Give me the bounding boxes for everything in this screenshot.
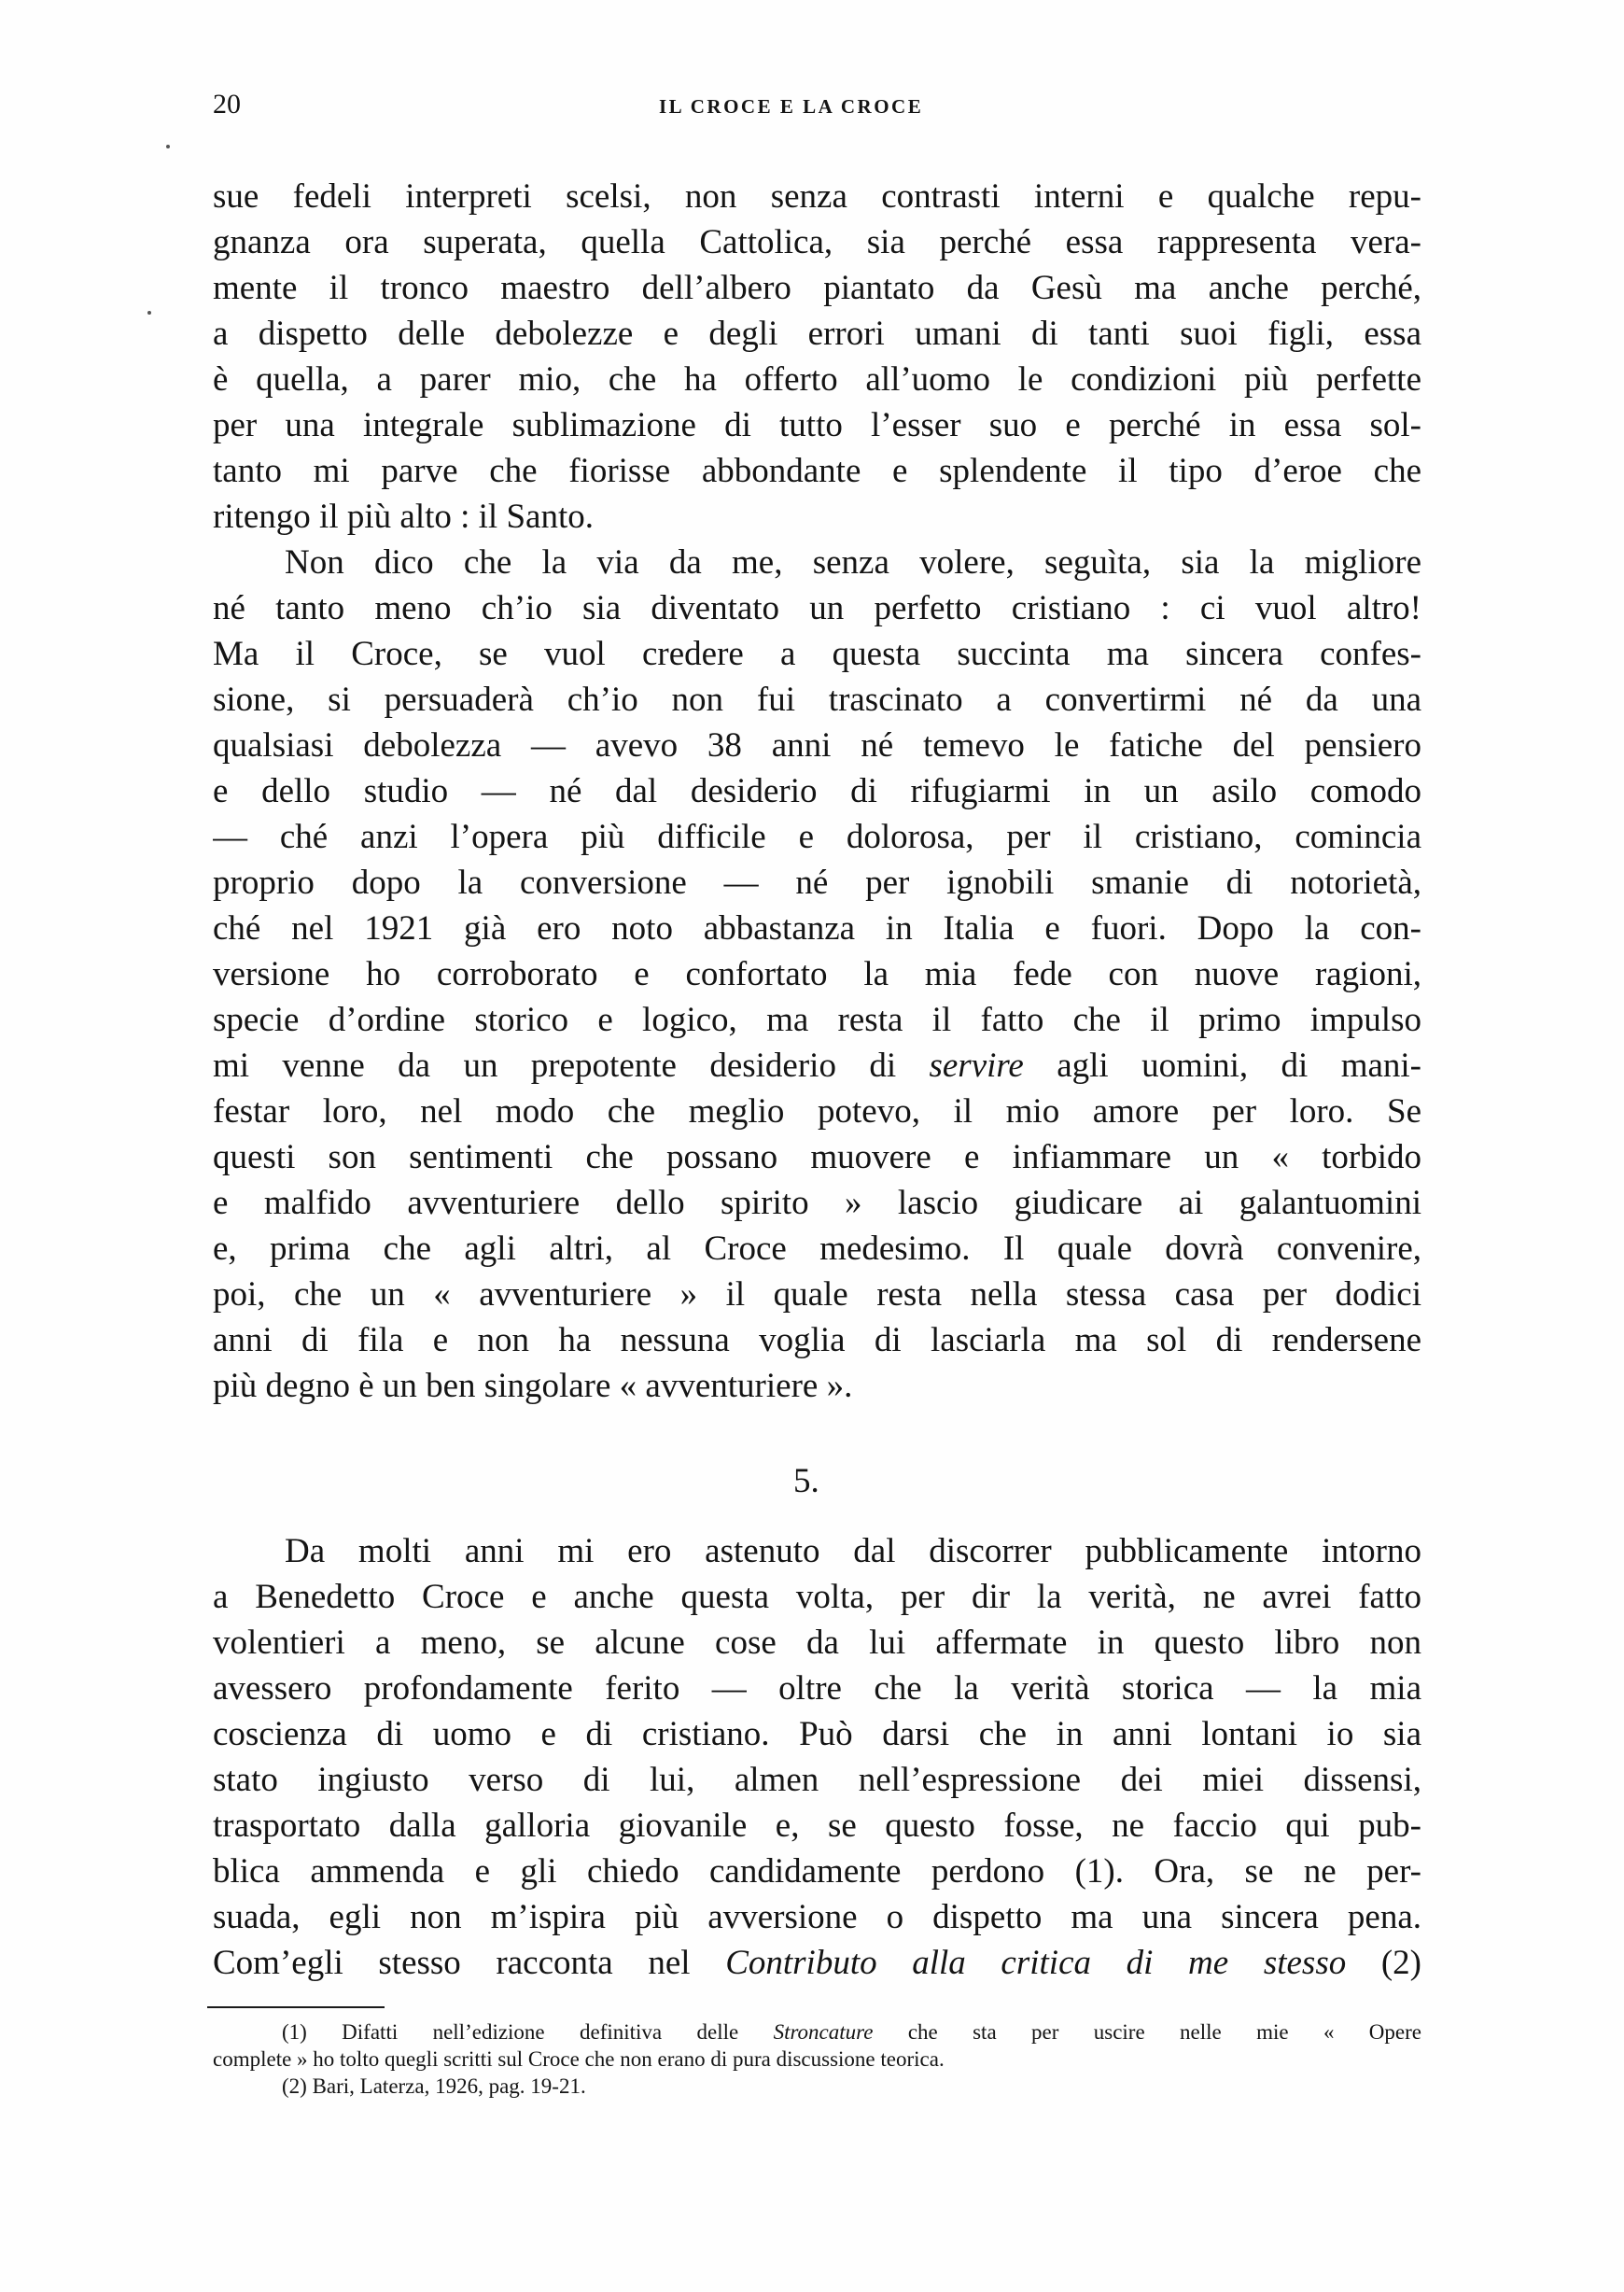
text-line: anni di fila e non ha nessuna voglia di lasciarla ma sol di rendersene (213, 1321, 1421, 1359)
paragraph-last-line: più degno è un ben singolare « avventuriere ». (213, 1367, 853, 1405)
text-line: poi, che un « avventuriere » il quale resta nella stessa casa per dodici (213, 1275, 1421, 1314)
footnote-reference: (2) (1346, 1944, 1421, 1982)
text-line: specie d’ordine storico e logico, ma resta il fatto che il primo impulso (213, 1001, 1421, 1039)
print-speck (166, 145, 170, 148)
text-line: e dello studio — né dal desiderio di rifugiarmi in un asilo comodo (213, 772, 1421, 810)
text-line: né tanto meno ch’io sia diventato un perfetto cristiano : ci vuol altro! (213, 589, 1421, 627)
paragraph-last-line: ritengo il più alto : il Santo. (213, 498, 594, 536)
text-line: mente il tronco maestro dell’albero piantato da Gesù ma anche perché, (213, 269, 1421, 307)
text-line: proprio dopo la conversione — né per ignobili smanie di notorietà, (213, 864, 1421, 902)
text-line: sione, si persuaderà ch’io non fui trascinato a convertirmi né da una (213, 681, 1421, 719)
italic-emphasis: servire (929, 1047, 1024, 1085)
paragraph-first-line: Non dico che la via da me, senza volere, seguìta, sia la migliore (285, 543, 1421, 582)
text-run: mi venne da un prepotente desiderio di (213, 1047, 930, 1085)
text-line: blica ammenda e gli chiedo candidamente perdono (1). Ora, se ne per- (213, 1852, 1421, 1891)
footnote-1-continuation: complete » ho tolto quegli scritti sul Croce che non erano di pura discussione teorica. (213, 2047, 945, 2071)
text-line: festar loro, nel modo che meglio potevo, il mio amore per loro. Se (213, 1092, 1421, 1131)
text-line: a dispetto delle debolezze e degli errori umani di tanti suoi figli, essa (213, 315, 1421, 353)
text-line: ché nel 1921 già ero noto abbastanza in Italia e fuori. Dopo la con- (213, 909, 1421, 948)
footnote-separator-rule (207, 2006, 385, 2008)
footnotes (213, 2018, 1421, 2100)
text-line: sue fedeli interpreti scelsi, non senza contrasti interni e qualche repu- (213, 177, 1421, 216)
body-text-block-2 (213, 1528, 1421, 1986)
text-line: qualsiasi debolezza — avevo 38 anni né temevo le fatiche del pensiero (213, 726, 1421, 765)
footnote-2: (2) Bari, Laterza, 1926, pag. 19-21. (282, 2074, 586, 2098)
body-text-block-1 (213, 174, 1421, 1409)
text-line: volentieri a meno, se alcune cose da lui affermate in questo libro non (213, 1624, 1421, 1662)
text-line: stato ingiusto verso di lui, almen nell’espressione dei miei dissensi, (213, 1761, 1421, 1799)
text-line: a Benedetto Croce e anche questa volta, per dir la verità, ne avrei fatto (213, 1578, 1421, 1616)
text-line-with-italic (213, 1940, 1421, 1986)
text-run: Com’egli stesso racconta nel (213, 1944, 726, 1982)
text-line: trasportato dalla galloria giovanile e, se questo fosse, ne faccio qui pub- (213, 1807, 1421, 1845)
running-title: IL CROCE E LA CROCE (659, 95, 924, 118)
print-speck (147, 311, 151, 315)
text-line: è quella, a parer mio, che ha offerto all’uomo le condizioni più perfette (213, 360, 1421, 399)
text-line: e, prima che agli altri, al Croce medesimo. Il quale dovrà convenire, (213, 1230, 1421, 1268)
text-line: questi son sentimenti che possano muovere e infiammare un « torbido (213, 1138, 1421, 1176)
text-line: suada, egli non m’ispira più avversione o dispetto ma una sincera pena. (213, 1898, 1421, 1936)
paragraph-first-line: Da molti anni mi ero astenuto dal discorrer pubblicamente intorno (285, 1532, 1421, 1570)
footnote-1 (213, 2018, 1421, 2046)
italic-book-title: Contributo alla critica di me stesso (725, 1944, 1347, 1982)
text-line: e malfido avventuriere dello spirito » lascio giudicare ai galantuomini (213, 1184, 1421, 1222)
running-head (213, 86, 1421, 123)
text-line-with-italic (213, 1043, 1421, 1089)
italic-book-title: Stroncature (773, 2020, 874, 2044)
text-line: avessero profondamente ferito — oltre che la verità storica — la mia (213, 1669, 1421, 1708)
text-line: Ma il Croce, se vuol credere a questa succinta ma sincera confes- (213, 635, 1421, 673)
text-line: coscienza di uomo e di cristiano. Può darsi che in anni lontani io sia (213, 1715, 1421, 1753)
text-line: tanto mi parve che fiorisse abbondante e splendente il tipo d’eroe che (213, 452, 1421, 490)
page-number: 20 (213, 89, 241, 120)
text-line: — ché anzi l’opera più difficile e dolorosa, per il cristiano, comincia (213, 818, 1421, 856)
text-run: agli uomini, di mani- (1023, 1047, 1421, 1085)
text-line: versione ho corroborato e confortato la mia fede con nuove ragioni, (213, 955, 1421, 993)
text-run: (1) Difatti nell’edizione definitiva delle (282, 2020, 774, 2044)
text-line: per una integrale sublimazione di tutto l’esser suo e perché in essa sol- (213, 406, 1421, 444)
text-run: che sta per uscire nelle mie « Opere (873, 2020, 1421, 2044)
section-number: 5. (793, 1462, 819, 1500)
text-line: gnanza ora superata, quella Cattolica, sia perché essa rappresenta vera- (213, 223, 1421, 261)
